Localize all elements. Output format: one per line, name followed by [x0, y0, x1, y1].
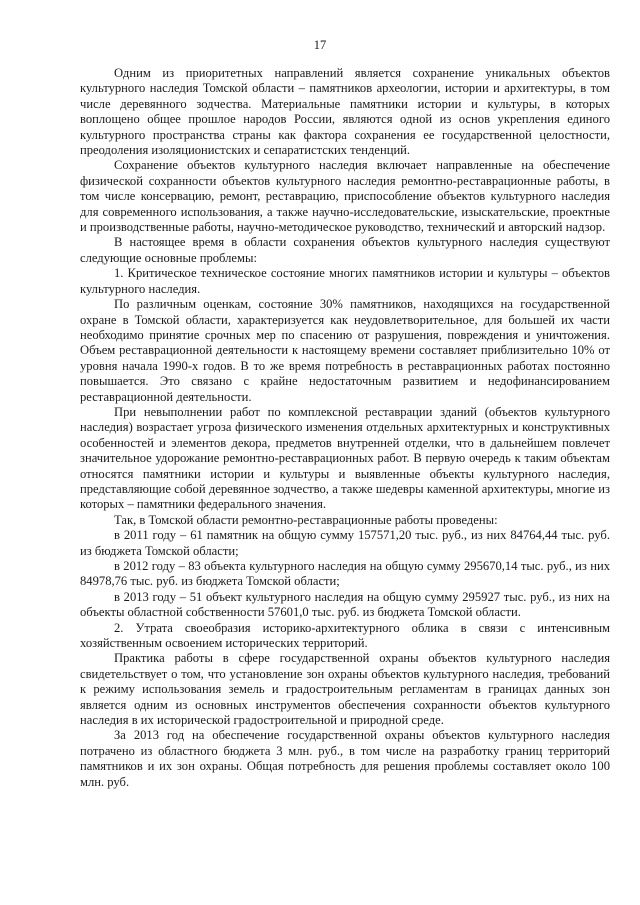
paragraph-problem-1: 1. Критическое техническое состояние многих памятников истории и культуры – объектов культурного наследия.	[80, 266, 610, 296]
paragraph-priority-directions: Одним из приоритетных направлений является сохранение уникальных объектов культурного наследия Томской области – памятников археологии, истории и архитектуры, в том числе деревянного зодчества. Материальные памятники истории и культуры, в которых воплощено общее прошлое народов России, являются одной из основ укрепления единого культурного пространства страны как фактора сохранения ее государственной целостности, преодоления изоляционистских и сепаратистских тенденций.	[80, 66, 610, 158]
paragraph-works-2013: в 2013 году – 51 объект культурного наследия на общую сумму 295927 тыс. руб., из них на объекты областной собственности 57601,0 тыс. руб. из бюджета Томской области.	[80, 589, 610, 620]
paragraph-works-performed-intro: Так, в Томской области ремонтно-реставрационные работы проведены:	[114, 512, 498, 527]
document-body	[80, 66, 610, 790]
paragraph-problem-2: 2. Утрата своеобразия историко-архитектурного облика в связи с интенсивным хозяйственным освоением исторических территорий.	[80, 620, 610, 651]
paragraph-condition-assessment: По различным оценкам, состояние 30% памятников, находящихся на государственной охране в Томской области, характеризуется как неудовлетворительное, для большей их части необходимо принятие срочных мер по спасению от разрушения, повреждения и уничтожения. Объем реставрационной деятельности к настоящему времени составляет приблизительно 10% от уровня начала 1990-х годов. В то же время потребность в реставрационных работах постоянно повышается. Это связано с крайне недостаточным развитием и недофинансированием реставрационной деятельности.	[80, 297, 610, 404]
paragraph-funding-2013: За 2013 год на обеспечение государственной охраны объектов культурного наследия потрачено из областного бюджета 3 млн. руб., в том числе на разработку границ территорий памятников и их зон охраны. Общая потребность для решения проблемы составляет около 100 млн. руб.	[80, 728, 610, 789]
paragraph-works-2011: в 2011 году – 61 памятник на общую сумму 157571,20 тыс. руб., из них 84764,44 тыс. руб. из бюджета Томской области;	[80, 528, 610, 558]
page-number: 17	[313, 38, 327, 52]
paragraph-main-problems-intro: В настоящее время в области сохранения объектов культурного наследия существуют следующие основные проблемы:	[80, 235, 610, 265]
paragraph-works-2012: в 2012 году – 83 объекта культурного наследия на общую сумму 295670,14 тыс. руб., из них 84978,76 тыс. руб. из бюджета Томской области;	[80, 559, 610, 589]
paragraph-restoration-risks: При невыполнении работ по комплексной реставрации зданий (объектов культурного наследия) возрастает угроза физического изменения отдельных архитектурных и конструктивных особенностей и элементов декора, предметов внутренней отделки, что в дальнейшем повлечет значительное удорожание ремонтно-реставрационных работ. В первую очередь к таким объектам относятся памятники истории и культуры и выявленные объекты культурного наследия, представляющие собой деревянное зодчество, а также шедевры каменной архитектуры, многие из которых – памятники федерального значения.	[80, 404, 610, 512]
paragraph-protection-zones: Практика работы в сфере государственной охраны объектов культурного наследия свидетельствует о том, что установление зон охраны объектов культурного наследия, требований к режиму использования земель и градостроительным регламентам в границах данных зон является одним из основных инструментов обеспечения сохранности объектов культурного наследия в их исторической градостроительной и природной среде.	[80, 651, 610, 728]
paragraph-preservation-works: Сохранение объектов культурного наследия включает направленные на обеспечение физической сохранности объектов культурного наследия ремонтно-реставрационные работы, в том числе консервацию, ремонт, реставрацию, приспособление объектов культурного наследия для современного использования, а также научно-исследовательские, изыскательские, проектные и производственные работы, научно-методическое руководство, технический и авторский надзор.	[80, 158, 610, 235]
